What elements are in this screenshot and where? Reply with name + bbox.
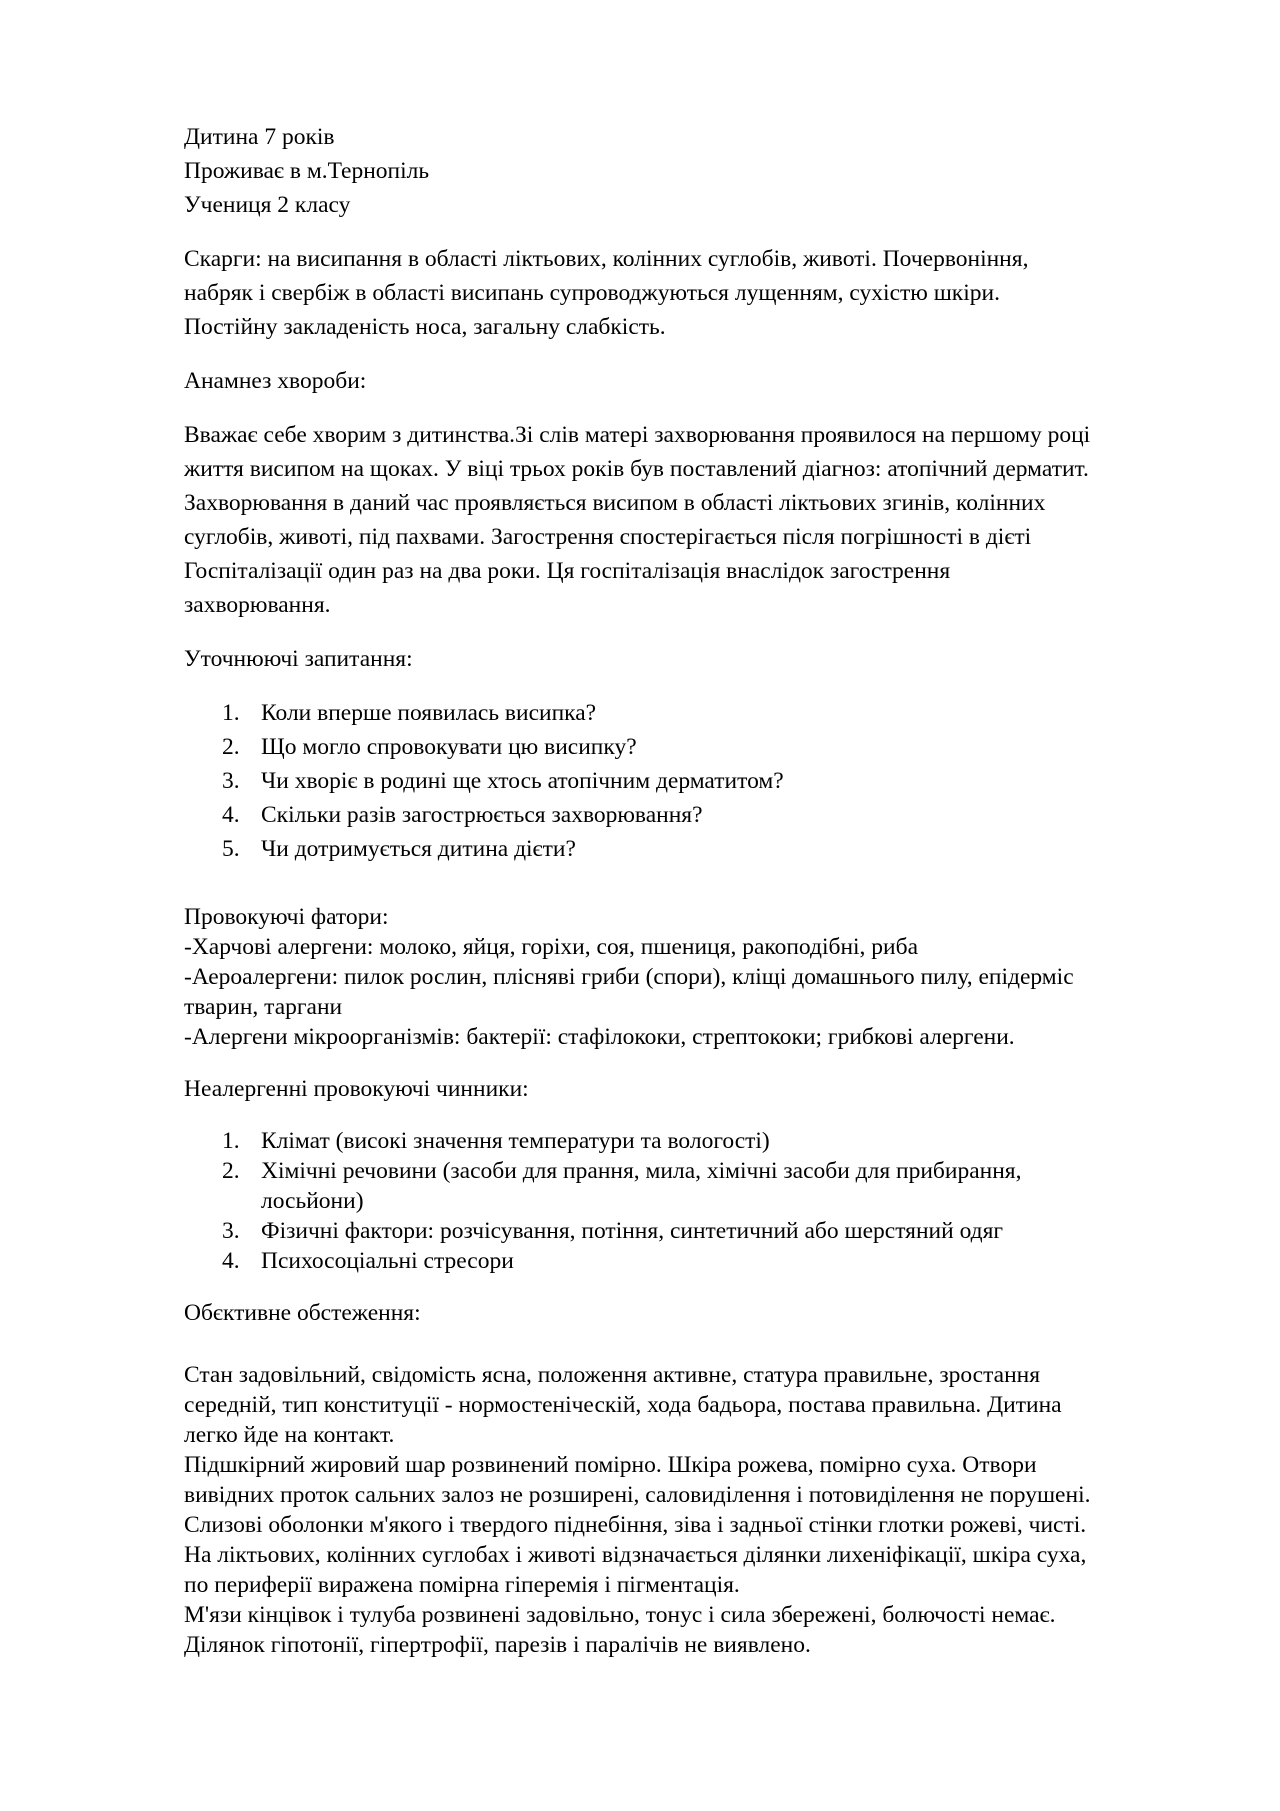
list-item xyxy=(184,1126,1204,1156)
questions-title: Уточнюючі запитання: xyxy=(184,646,413,672)
provoking-factors-section xyxy=(184,902,1204,1052)
list-number: 4. xyxy=(222,802,240,828)
anamnesis-line: Захворювання в даний час проявляється висипом в області ліктьових згинів, колінних xyxy=(184,490,1046,516)
anamnesis-line: суглобів, животі, під пахвами. Загострення спостерігається після погрішності в дієті xyxy=(184,524,1032,550)
complaints-section xyxy=(184,242,1204,344)
exam-line: Слизові оболонки м'якого і твердого піднебіння, зіва і задньої стінки глотки рожеві, чисті. xyxy=(184,1512,1087,1538)
list-number: 2. xyxy=(222,1158,240,1184)
nonallergic-list xyxy=(184,1126,1204,1276)
exam-line: по периферії виражена помірна гіперемія і пігментація. xyxy=(184,1572,740,1598)
list-item xyxy=(184,696,1204,730)
list-item xyxy=(184,1156,1204,1216)
list-number: 2. xyxy=(222,734,240,760)
list-text: Хімічні речовини (засоби для прання, мила, хімічні засоби для прибирання, xyxy=(261,1158,1022,1184)
list-text: Психосоціальні стресори xyxy=(261,1248,514,1274)
exam-text xyxy=(184,1360,1204,1660)
anamnesis-line: захворювання. xyxy=(184,592,331,618)
anamnesis-line: Вважає себе хворим з дитинства.Зі слів матері захворювання проявилося на першому році xyxy=(184,422,1091,448)
questions-list xyxy=(184,696,1204,866)
list-number: 3. xyxy=(222,768,240,794)
list-item xyxy=(184,730,1204,764)
patient-residence: Проживає в м.Тернопіль xyxy=(184,158,430,184)
factors-title: Провокуючі фатори: xyxy=(184,904,389,930)
exam-line: Стан задовільний, свідомість ясна, положення активне, статура правильне, зростання xyxy=(184,1362,1041,1388)
factor-aero: -Аероалергени: пилок рослин, плісняві гриби (спори), кліщі домашнього пилу, епідерміс xyxy=(184,964,1074,990)
exam-line: Підшкірний жировий шар розвинений помірно. Шкіра рожева, помірно суха. Отвори xyxy=(184,1452,1037,1478)
list-number: 4. xyxy=(222,1248,240,1274)
list-text: Фізичні фактори: розчісування, потіння, синтетичний або шерстяний одяг xyxy=(261,1218,1004,1244)
list-number: 5. xyxy=(222,836,240,862)
nonallergic-title: Неалергенні провокуючі чинники: xyxy=(184,1076,529,1102)
exam-line: вивідних проток сальних залоз не розширені, саловиділення і потовиділення не порушені. xyxy=(184,1482,1091,1508)
exam-title: Обєктивне обстеження: xyxy=(184,1300,421,1326)
list-text: Що могло спровокувати цю висипку? xyxy=(261,734,637,760)
exam-line: середній, тип конституції - нормостеніческій, хода бадьора, постава правильна. Дитина xyxy=(184,1392,1062,1418)
exam-line: На ліктьових, колінних суглобах і животі відзначається ділянки лихеніфікації, шкіра суха, xyxy=(184,1542,1087,1568)
complaints-line: Скарги: на висипання в області ліктьових, колінних суглобів, животі. Почервоніння, xyxy=(184,246,1029,272)
anamnesis-text xyxy=(184,418,1204,622)
complaints-line: Постійну закладеність носа, загальну слабкість. xyxy=(184,314,666,340)
list-number: 1. xyxy=(222,700,240,726)
factor-aero-continued: тварин, таргани xyxy=(184,994,343,1020)
list-text: Чи хворіє в родині ще хтось атопічним дерматитом? xyxy=(261,768,784,794)
list-text: Коли вперше появилась висипка? xyxy=(261,700,597,726)
list-text: Клімат (високі значення температури та вологості) xyxy=(261,1128,770,1154)
exam-line: легко йде на контакт. xyxy=(184,1422,395,1448)
factor-micro: -Алергени мікроорганізмів: бактерії: стафілококи, стрептококи; грибкові алергени. xyxy=(184,1024,1015,1050)
complaints-line: набряк і свербіж в області висипань супроводжуються лущенням, сухістю шкіри. xyxy=(184,280,1000,306)
patient-age: Дитина 7 років xyxy=(184,124,335,150)
list-item xyxy=(184,1246,1204,1276)
list-text-continued: лосьйони) xyxy=(261,1188,364,1214)
list-number: 1. xyxy=(222,1128,240,1154)
patient-header xyxy=(184,120,1204,222)
list-item xyxy=(184,764,1204,798)
list-item xyxy=(184,798,1204,832)
exam-line: Ділянок гіпотонії, гіпертрофії, парезів і паралічів не виявлено. xyxy=(184,1632,811,1658)
anamnesis-line: Госпіталізації один раз на два роки. Ця госпіталізація внаслідок загострення xyxy=(184,558,951,584)
list-item xyxy=(184,832,1204,866)
anamnesis-title: Анамнез хвороби: xyxy=(184,368,367,394)
factor-food: -Харчові алергени: молоко, яйця, горіхи, соя, пшениця, ракоподібні, риба xyxy=(184,934,919,960)
list-item xyxy=(184,1216,1204,1246)
exam-line: М'язи кінцівок і тулуба розвинені задовільно, тонус і сила збережені, болючості немає. xyxy=(184,1602,1056,1628)
patient-school: Учениця 2 класу xyxy=(184,192,351,218)
list-number: 3. xyxy=(222,1218,240,1244)
list-text: Скільки разів загострюється захворювання? xyxy=(261,802,703,828)
list-text: Чи дотримується дитина дієти? xyxy=(261,836,576,862)
anamnesis-line: життя висипом на щоках. У віці трьох років був поставлений діагноз: атопічний дерматит. xyxy=(184,456,1089,482)
document-content xyxy=(184,120,1204,1660)
